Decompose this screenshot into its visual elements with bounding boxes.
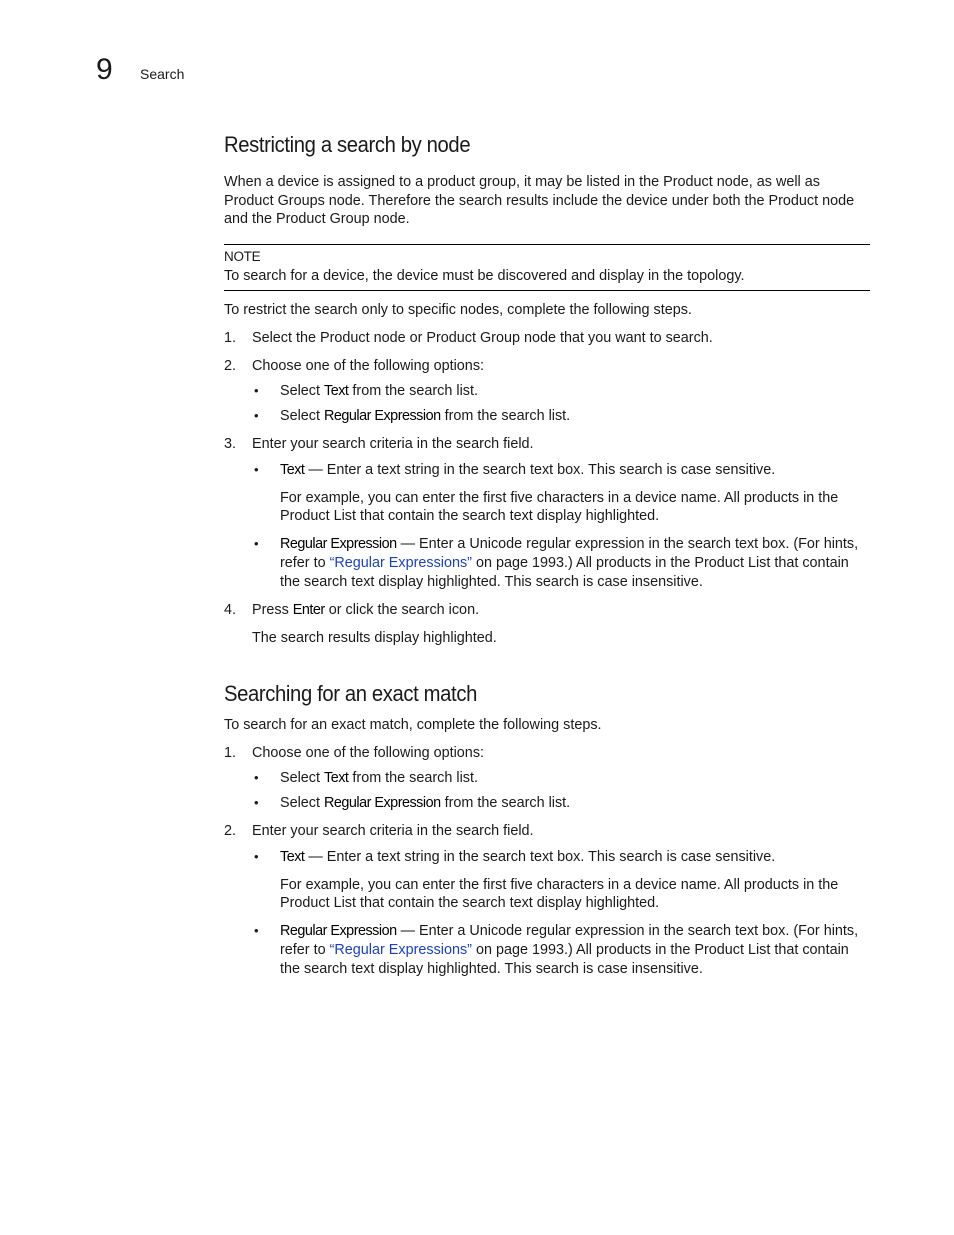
step-item bbox=[224, 435, 870, 454]
step-text: Enter your search criteria in the search field. bbox=[252, 436, 534, 453]
option-text: from the search list. bbox=[440, 795, 571, 812]
step-number: 1. bbox=[224, 329, 237, 346]
option-text: Select bbox=[280, 408, 324, 425]
bullet-icon: • bbox=[254, 461, 259, 477]
bullet-icon: • bbox=[254, 382, 259, 398]
lead-paragraph: To search for an exact match, complete the following steps. bbox=[224, 716, 602, 733]
step-text: Enter your search criteria in the search field. bbox=[252, 823, 534, 840]
criteria-text: on page 1993.) All products in the Product List that contain the search text display highlighted. This search is case insensitive. bbox=[280, 942, 849, 977]
criteria-item bbox=[224, 535, 870, 591]
step-item bbox=[224, 357, 870, 376]
regular-expressions-link[interactable]: “Regular Expressions” bbox=[329, 942, 472, 959]
bullet-icon: • bbox=[254, 923, 259, 939]
step-item bbox=[224, 329, 870, 348]
example-paragraph: For example, you can enter the first five characters in a device name. All products in the Product List that contain the search text display highlighted. bbox=[280, 876, 839, 912]
option-item bbox=[224, 769, 870, 788]
bullet-icon: • bbox=[254, 769, 259, 785]
criteria-text: — Enter a text string in the search text box. This search is case sensitive. bbox=[304, 848, 776, 865]
option-text: Select bbox=[280, 795, 324, 812]
step-number: 1. bbox=[224, 744, 237, 761]
bullet-icon: • bbox=[254, 795, 259, 811]
note-text: To search for a device, the device must be discovered and display in the topology. bbox=[224, 267, 745, 284]
option-item bbox=[224, 407, 870, 426]
bullet-icon: • bbox=[254, 536, 259, 552]
step-text: Choose one of the following options: bbox=[252, 744, 485, 761]
option-text: from the search list. bbox=[440, 408, 571, 425]
criteria-item bbox=[224, 848, 870, 867]
lead-paragraph: To restrict the search only to specific nodes, complete the following steps. bbox=[224, 301, 692, 318]
step-item bbox=[224, 601, 870, 620]
criteria-item bbox=[224, 461, 870, 480]
step-number: 2. bbox=[224, 357, 237, 374]
chapter-title: Search bbox=[140, 66, 185, 82]
criteria-term: Text bbox=[280, 461, 305, 478]
option-term: Text bbox=[324, 382, 349, 399]
option-term: Text bbox=[324, 769, 349, 786]
option-term: Regular Expression bbox=[324, 795, 441, 812]
option-text: Select bbox=[280, 382, 324, 399]
regular-expressions-link[interactable]: “Regular Expressions” bbox=[329, 555, 472, 572]
note-box bbox=[224, 244, 870, 290]
step-text: Select the Product node or Product Group node that you want to search. bbox=[252, 329, 713, 346]
section-heading-exact-match: Searching for an exact match bbox=[224, 680, 477, 706]
option-item bbox=[224, 382, 870, 401]
step-text: Press bbox=[252, 601, 293, 618]
step-text: or click the search icon. bbox=[324, 601, 480, 618]
step-item bbox=[224, 822, 870, 841]
chapter-number: 9 bbox=[96, 53, 113, 86]
section-heading-restricting: Restricting a search by node bbox=[224, 132, 471, 157]
criteria-term: Regular Expression bbox=[280, 536, 397, 553]
step-number: 2. bbox=[224, 823, 237, 840]
bullet-icon: • bbox=[254, 408, 259, 424]
option-text: from the search list. bbox=[348, 382, 478, 399]
step-number: 4. bbox=[224, 601, 237, 618]
page-content bbox=[224, 130, 870, 978]
criteria-text: — Enter a Unicode regular expression in the search text box. (For hints, refer to bbox=[280, 536, 859, 572]
option-term: Regular Expression bbox=[324, 408, 441, 425]
criteria-text: — Enter a text string in the search text box. This search is case sensitive. bbox=[304, 461, 776, 478]
criteria-term: Regular Expression bbox=[280, 923, 397, 940]
option-text: from the search list. bbox=[348, 769, 478, 786]
bullet-icon: • bbox=[254, 848, 259, 864]
example-paragraph: For example, you can enter the first five characters in a device name. All products in the Product List that contain the search text display highlighted. bbox=[280, 489, 839, 525]
criteria-text: on page 1993.) All products in the Product List that contain the search text display highlighted. This search is case insensitive. bbox=[280, 555, 849, 590]
step-text: Choose one of the following options: bbox=[252, 357, 485, 374]
step-number: 3. bbox=[224, 436, 237, 453]
criteria-term: Text bbox=[280, 848, 305, 865]
intro-paragraph: When a device is assigned to a product group, it may be listed in the Product node, as well as Product Groups node. Therefore the search results include the device under both the Product node and the Product Group node. bbox=[224, 174, 855, 228]
note-label: NOTE bbox=[224, 249, 261, 265]
step-term: Enter bbox=[292, 601, 325, 618]
step-item bbox=[224, 744, 870, 763]
option-text: Select bbox=[280, 769, 324, 786]
criteria-item bbox=[224, 922, 870, 978]
result-paragraph: The search results display highlighted. bbox=[252, 629, 497, 646]
option-item bbox=[224, 794, 870, 813]
criteria-text: — Enter a Unicode regular expression in the search text box. (For hints, refer to bbox=[280, 923, 859, 959]
